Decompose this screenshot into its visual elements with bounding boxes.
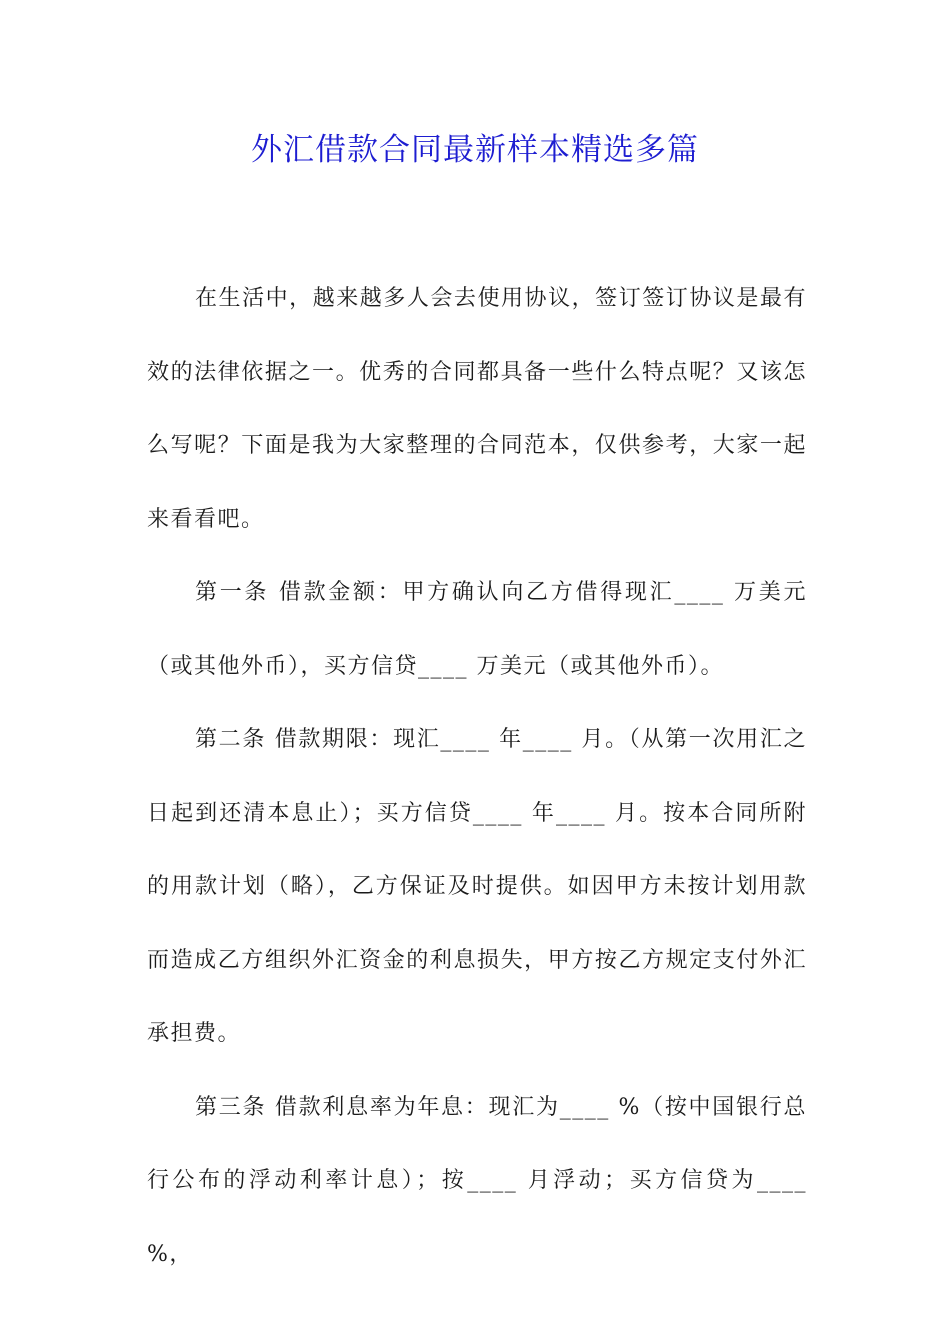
document-title: 外汇借款合同最新样本精选多篇 <box>251 132 699 168</box>
paragraph-intro: 在生活中，越来越多人会去使用协议，签订签订协议是最有效的法律依据之一。优秀的合同都具备一些什么特点呢？又该怎么写呢？下面是我为大家整理的合同范本，仅供参考，大家一起来看看吧。 <box>147 286 807 532</box>
paragraph-article-2: 第二条 借款期限：现汇____ 年____ 月。（从第一次用汇之日起到还清本息止）；买方信贷____ 年____ 月。按本合同所附的用款计划（略），乙方保证及时提供。如因甲方未按计划用款而造成乙方组织外汇资金的利息损失，甲方按乙方规定支付外汇承担费。 <box>147 727 807 1046</box>
paragraph-article-1: 第一条 借款金额：甲方确认向乙方借得现汇____ 万美元（或其他外币），买方信贷____ 万美元（或其他外币）。 <box>147 580 807 679</box>
document-body <box>147 262 807 1291</box>
paragraph-article-3: 第三条 借款利息率为年息：现汇为____ %（按中国银行总行公布的浮动利率计息）；按____ 月浮动；买方信贷为____ %， <box>147 1094 807 1267</box>
